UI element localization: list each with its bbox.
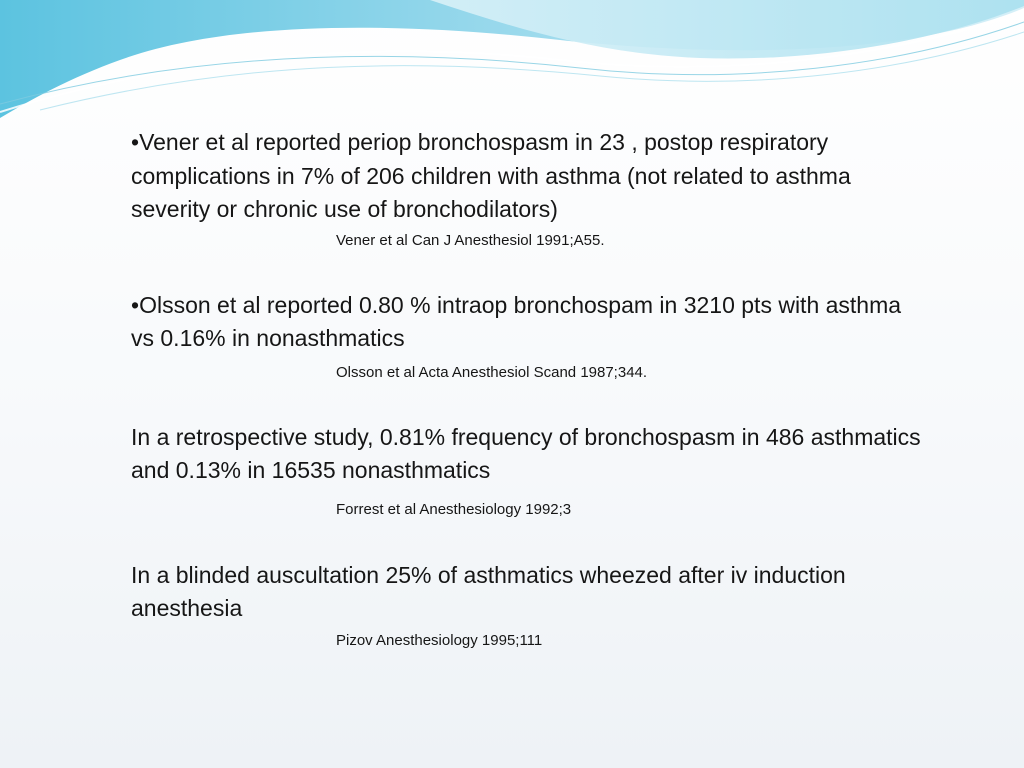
citation: Pizov Anesthesiology 1995;111	[336, 631, 543, 649]
slide-body	[131, 126, 921, 652]
bullet: •	[131, 291, 140, 318]
note-text: •Olsson et al reported 0.80 % intraop bronchospam in 3210 pts with asthma vs 0.16% in nonasthmatics	[131, 291, 902, 351]
note-text: In a blinded auscultation 25% of asthmatics wheezed after iv induction anesthesia	[131, 561, 846, 621]
note-block-olsson	[131, 289, 921, 384]
note-block-forrest	[131, 421, 921, 521]
bullet: •	[131, 129, 140, 155]
note-block-vener	[131, 126, 921, 252]
note-text: •Vener et al reported periop bronchospasm in 23 , postop respiratory complications in 7% of 206 children with asthma (not related to asthma severity or chronic use of bronchodilators)	[131, 129, 851, 222]
header-wave-decoration	[0, 0, 1024, 130]
note-text: In a retrospective study, 0.81% frequency of bronchospasm in 486 asthmatics and 0.13% in 16535 nonasthmatics	[131, 423, 921, 483]
note-block-pizov	[131, 559, 921, 652]
citation: Olsson et al Acta Anesthesiol Scand 1987;344.	[336, 363, 648, 381]
citation: Forrest et al Anesthesiology 1992;3	[336, 500, 572, 518]
citation: Vener et al Can J Anesthesiol 1991;A55.	[336, 231, 605, 249]
